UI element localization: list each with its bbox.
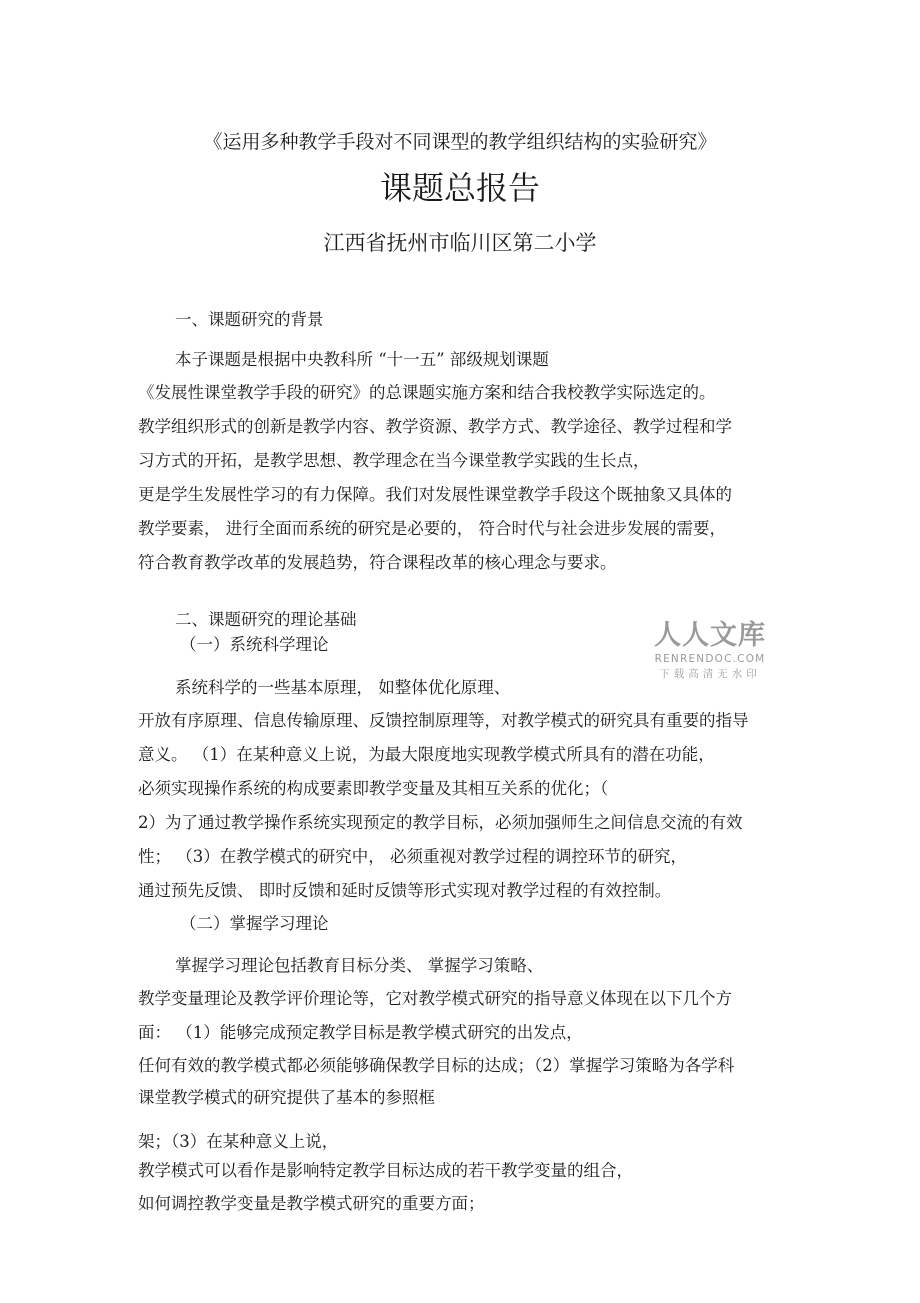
paragraph-line: 更是学生发展性学习的有力保障。我们对发展性课堂教学手段这个既抽象又具体的 (138, 485, 732, 504)
paragraph-line: 架；（3）在某种意义上说， (138, 1132, 339, 1151)
watermark (648, 620, 772, 682)
paragraph-line: 课堂教学模式的研究提供了基本的参照框 (138, 1088, 435, 1107)
paragraph-line: 面： （1）能够完成预定教学目标是教学模式研究的出发点， (138, 1023, 583, 1042)
paragraph-line: 教学变量理论及教学评价理论等，它对教学模式研究的指导意义体现在以下几个方 (138, 989, 732, 1008)
paragraph-line: 任何有效的教学模式都必须能够确保教学目标的达成；（2）掌握学习策略为各学科 (138, 1056, 735, 1075)
report-subtitle: 《运用多种教学手段对不同课型的教学组织结构的实验研究》 (203, 131, 717, 153)
watermark-slogan: 下载高清无水印 (659, 668, 761, 680)
paragraph-line: 《发展性课堂教学手段的研究》的总课题实施方案和结合我校教学实际选定的。 (138, 383, 716, 402)
paragraph-line: 必须实现操作系统的构成要素即教学变量及其相互关系的优化；（ (138, 779, 609, 798)
paragraph-line: 系统科学的一些基本原理， 如整体优化原理、 (175, 678, 511, 697)
page-title: 课题总报告 (379, 169, 540, 207)
subsection-heading: （二）掌握学习理论 (180, 914, 329, 933)
section-heading: 一、课题研究的背景 (175, 310, 324, 329)
paragraph-line: 教学要素， 进行全面而系统的研究是必要的， 符合时代与社会进步发展的需要， (138, 519, 726, 538)
subsection-heading: （一）系统科学理论 (180, 635, 329, 654)
paragraph-line: 教学模式可以看作是影响特定教学目标达成的若干教学变量的组合， (138, 1161, 633, 1180)
school-name: 江西省抚州市临川区第二小学 (323, 231, 597, 255)
paragraph-line: 习方式的开拓，是教学思想、教学理念在当今课堂教学实践的生长点， (138, 451, 650, 470)
watermark-url: RENRENDOC.COM (654, 653, 766, 665)
paragraph-line: 符合教育教学改革的发展趋势，符合课程改革的核心理念与要求。 (138, 553, 617, 572)
paragraph-line: 2）为了通过教学操作系统实现预定的教学目标，必须加强师生之间信息交流的有效 (138, 813, 743, 832)
watermark-logo: 人人文库 (654, 620, 766, 651)
paragraph-line: 性； （3）在教学模式的研究中， 必须重视对教学过程的调控环节的研究， (138, 847, 687, 866)
section-heading: 二、课题研究的理论基础 (175, 610, 357, 629)
paragraph-line: 意义。 （1）在某种意义上说，为最大限度地实现教学模式所具有的潜在功能， (138, 745, 715, 764)
paragraph-line: 如何调控教学变量是教学模式研究的重要方面； (138, 1194, 485, 1213)
paragraph-line: 掌握学习理论包括教育目标分类、 掌握学习策略、 (175, 956, 544, 975)
paragraph-line: 本子课题是根据中央教科所 “十一五” 部级规划课题 (175, 350, 549, 369)
paragraph-line: 开放有序原理、信息传输原理、反馈控制原理等，对教学模式的研究具有重要的指导 (138, 711, 749, 730)
paragraph-line: 教学组织形式的创新是教学内容、教学资源、教学方式、教学途径、教学过程和学 (138, 417, 732, 436)
paragraph-line: 通过预先反馈、 即时反馈和延时反馈等形式实现对教学过程的有效控制。 (138, 881, 672, 900)
